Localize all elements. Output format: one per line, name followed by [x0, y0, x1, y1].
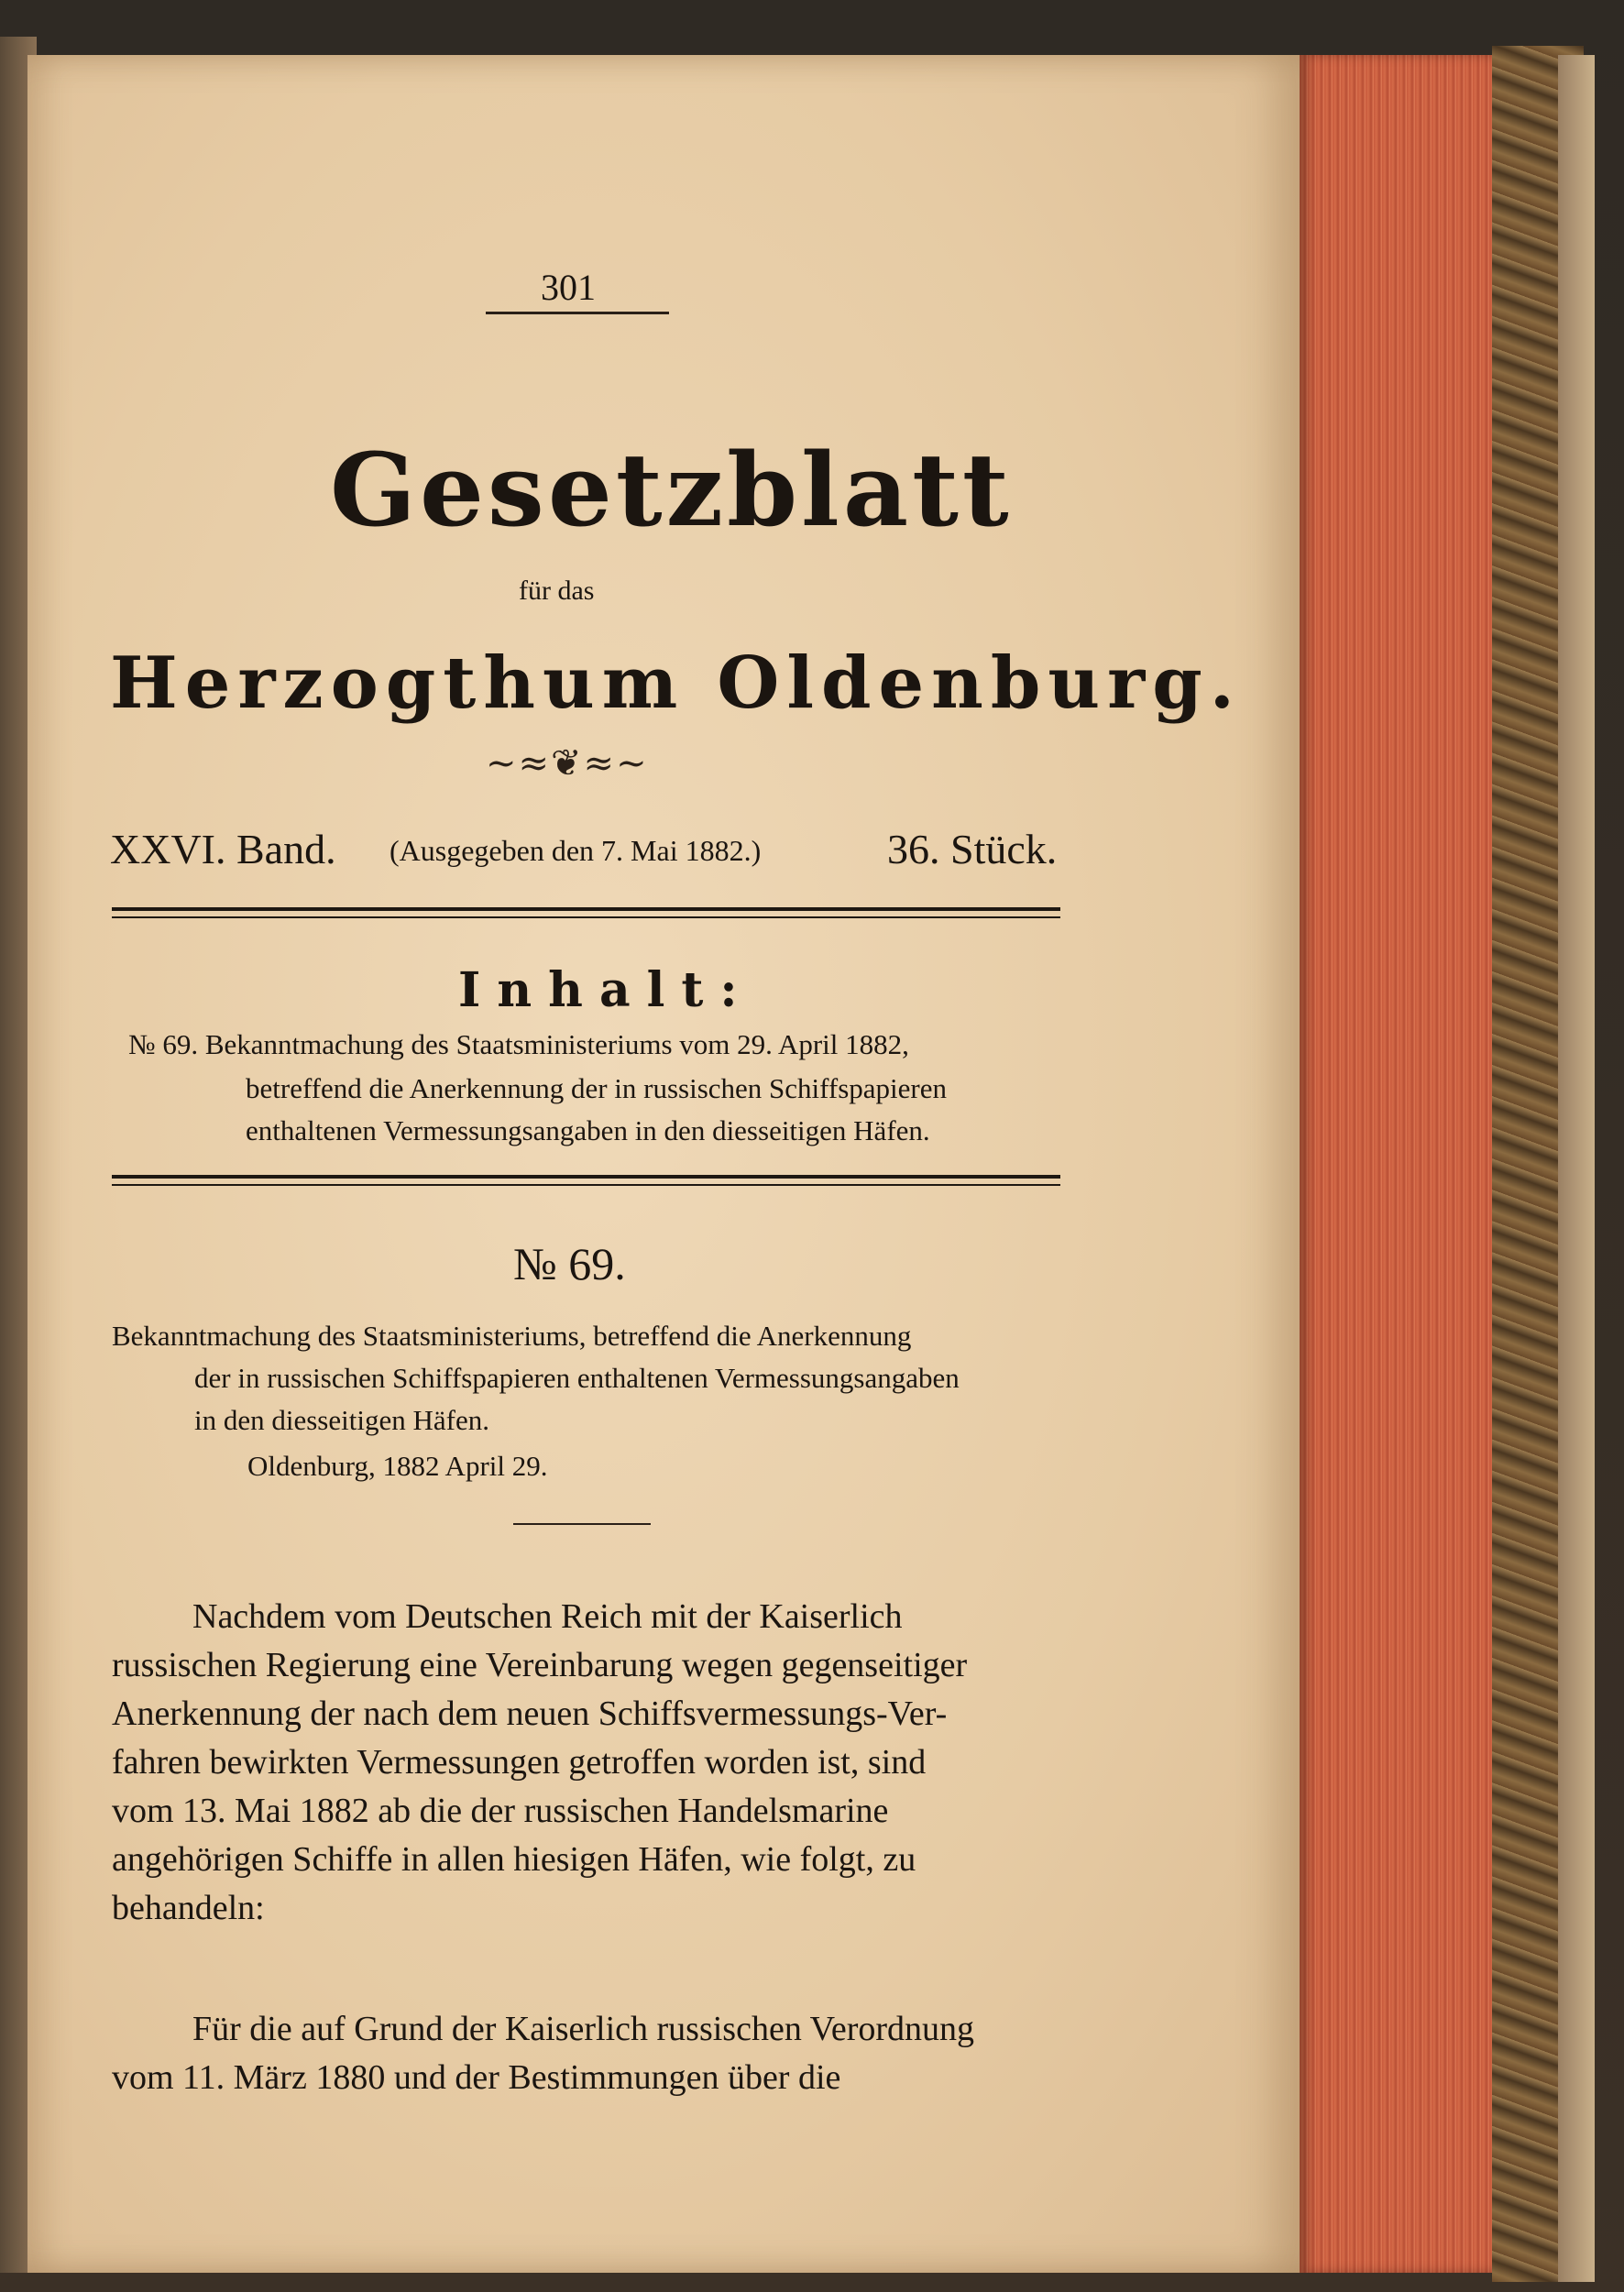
ornament-divider: ~≈❦≈~ [486, 742, 649, 784]
issue-date: (Ausgegeben den 7. Mai 1882.) [390, 834, 762, 867]
contents-heading: Inhalt: [458, 962, 754, 1018]
body-line: behandeln: [112, 1889, 265, 1927]
cover-edge [1558, 55, 1595, 2282]
section-date: Oldenburg, 1882 April 29. [247, 1450, 548, 1482]
body-line: Anerkennung der nach dem neuen Schiffsvermessungs-Ver- [112, 1694, 948, 1733]
section-subtitle: der in russischen Schiffspapieren enthaltenen Vermessungsangaben [194, 1362, 960, 1394]
volume-label: XXVI. Band. [110, 826, 336, 872]
body-line: Nachdem vom Deutschen Reich mit der Kaiserlich [192, 1597, 903, 1636]
body-line: fahren bewirkten Vermessungen getroffen worden ist, sind [112, 1743, 927, 1782]
page-number-rule [486, 312, 669, 314]
section-subtitle: Bekanntmachung des Staatsministeriums, betreffend die Anerkennung [112, 1320, 912, 1352]
issue-number: 36. Stück. [887, 826, 1058, 872]
section-rule [513, 1523, 651, 1525]
for-label: für das [519, 576, 595, 606]
body-line: Für die auf Grund der Kaiserlich russischen Verordnung [192, 2010, 975, 2048]
contents-line: enthaltenen Vermessungsangaben in den diesseitigen Häfen. [246, 1114, 930, 1146]
book-page [27, 55, 1301, 2273]
body-line: russischen Regierung eine Vereinbarung wegen gegenseitiger [112, 1646, 968, 1684]
body-line: angehörigen Schiffe in allen hiesigen Häfen, wie folgt, zu [112, 1840, 916, 1879]
contents-line: № 69. Bekanntmachung des Staatsministeriums vom 29. April 1882, [128, 1028, 909, 1060]
body-line: vom 11. März 1880 und der Bestimmungen über die [112, 2058, 841, 2097]
section-number: № 69. [513, 1238, 626, 1289]
body-line: vom 13. Mai 1882 ab die der russischen Handelsmarine [112, 1792, 889, 1830]
double-rule-top [112, 907, 1060, 918]
page-number: 301 [541, 267, 596, 308]
page-edges [1300, 55, 1492, 2273]
state-name: Herzogthum Oldenburg. [110, 642, 1242, 725]
double-rule-bottom [112, 1175, 1060, 1186]
section-subtitle: in den diesseitigen Häfen. [194, 1404, 489, 1436]
gazette-title: Gesetzblatt [330, 431, 1013, 549]
contents-line: betreffend die Anerkennung der in russischen Schiffspapieren [246, 1072, 948, 1104]
